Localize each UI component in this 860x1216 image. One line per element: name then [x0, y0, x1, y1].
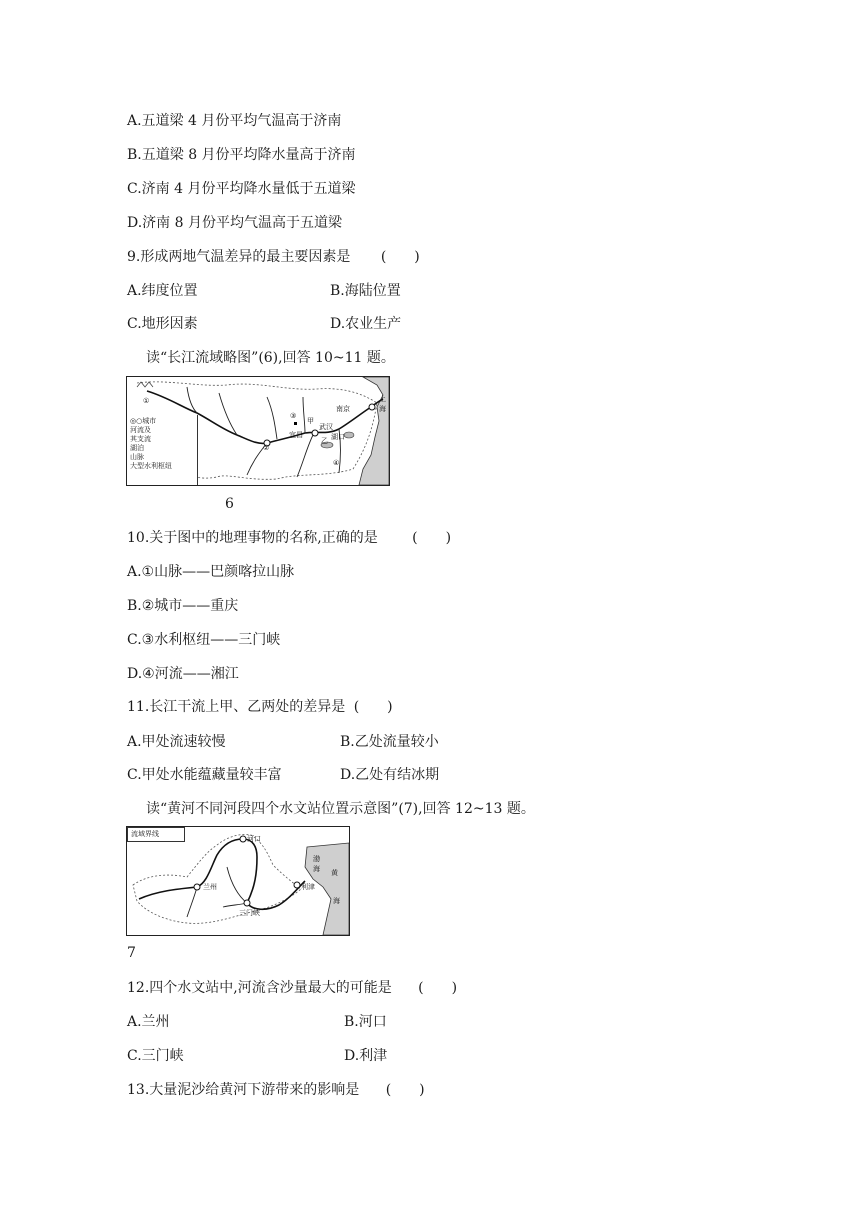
q11-option-a: A.甲处流速较慢	[127, 734, 226, 750]
q9-option-b: B.海陆位置	[330, 283, 401, 299]
map7-legend	[127, 827, 185, 842]
q11-stem	[127, 698, 393, 716]
map6-label-hukou: 湖口	[331, 433, 345, 441]
yellow-river-map	[126, 826, 350, 936]
map6-label-1: ①	[143, 397, 150, 405]
q10-answer-paren: ( )	[412, 530, 452, 546]
q8-option-d: D.济南 8 月份平均气温高于五道梁	[127, 215, 342, 231]
q12-option-a: A.兰州	[127, 1014, 170, 1030]
figure-7-number: 7	[127, 945, 136, 961]
q9-option-d: D.农业生产	[330, 316, 402, 332]
map6-label-yi: 乙	[321, 437, 328, 445]
map7-label-hai: 海	[313, 865, 320, 873]
q9-answer-paren: ( )	[380, 249, 420, 265]
map7-label-sanmenxia: 三门峡	[239, 909, 260, 917]
map6-label-jia: 甲	[307, 417, 314, 425]
q13-answer-paren: ( )	[385, 1082, 425, 1098]
q11-option-d: D.乙处有结冰期	[340, 767, 440, 783]
yangtze-basin-map	[126, 376, 390, 486]
q12-answer-paren: ( )	[418, 980, 458, 996]
intro-10-11: 读“长江流域略图”(6),回答 10~11 题。	[146, 350, 395, 366]
q13-stem	[127, 1081, 425, 1099]
q9-stem	[127, 248, 420, 266]
q9-option-c: C.地形因素	[127, 316, 198, 332]
q12-stem	[127, 979, 457, 997]
q13-stem-text: 13.大量泥沙给黄河下游带来的影响是	[127, 1082, 360, 1098]
q10-stem	[127, 529, 451, 547]
q11-stem-text: 11.长江干流上甲、乙两处的差异是	[127, 699, 346, 715]
map7-label-lanzhou: 兰州	[203, 883, 217, 891]
map7-label-hekou: 河口	[247, 835, 261, 843]
map6-label-3: ③	[290, 412, 297, 420]
q10-option-a: A.①山脉——巴颜喀拉山脉	[127, 564, 295, 580]
map6-legend-river: 河流及	[130, 426, 151, 434]
map6-legend-lake: 湖泊	[130, 444, 144, 452]
q12-stem-text: 12.四个水文站中,河流含沙量最大的可能是	[127, 980, 392, 996]
map7-label-lijin: 利津	[301, 883, 315, 891]
map7-legend-boundary: 流域界线	[131, 830, 159, 838]
map6-label-wuhan: 武汉	[319, 423, 333, 431]
q10-option-d: D.④河流——湘江	[127, 666, 239, 682]
figure-6-number: 6	[225, 496, 234, 512]
map6-label-hai: 海	[379, 405, 386, 413]
q10-option-b: B.②城市——重庆	[127, 598, 239, 614]
q11-answer-paren: ( )	[353, 699, 393, 715]
map6-label-yichang: 宜昌	[289, 431, 303, 439]
map6-legend-dam: 大型水利枢纽	[130, 462, 172, 470]
q12-option-d: D.利津	[344, 1048, 388, 1064]
map6-label-shang: 上	[379, 395, 386, 403]
q12-option-b: B.河口	[344, 1014, 387, 1030]
q9-option-a: A.纬度位置	[127, 283, 198, 299]
intro-12-13: 读“黄河不同河段四个水文站位置示意图”(7),回答 12~13 题。	[146, 801, 535, 817]
map7-label-hai2: 海	[333, 897, 340, 905]
q8-option-c: C.济南 4 月份平均降水量低于五道梁	[127, 181, 356, 197]
q8-option-b: B.五道梁 8 月份平均降水量高于济南	[127, 147, 356, 163]
map6-label-nanjing: 南京	[336, 405, 350, 413]
map7-label-huang: 黄	[331, 869, 338, 877]
map6-legend-mountain: 山脉	[130, 453, 144, 461]
q9-stem-text: 9.形成两地气温差异的最主要因素是	[127, 249, 351, 265]
q10-option-c: C.③水利枢纽——三门峡	[127, 632, 281, 648]
q11-option-c: C.甲处水能蕴藏量较丰富	[127, 767, 282, 783]
q11-option-b: B.乙处流量较小	[340, 734, 439, 750]
q12-option-c: C.三门峡	[127, 1048, 184, 1064]
map6-legend-city: ◎○城市	[130, 417, 157, 425]
map6-label-2: ②	[263, 444, 270, 452]
q8-option-a: A.五道梁 4 月份平均气温高于济南	[127, 113, 342, 129]
yellow-river-map-drawing	[127, 827, 349, 935]
map6-legend	[127, 415, 198, 486]
map6-legend-tributary: 其支流	[130, 435, 151, 443]
map7-label-bo: 渤	[313, 855, 320, 863]
q10-stem-text: 10.关于图中的地理事物的名称,正确的是	[127, 530, 378, 546]
map6-label-4: ④	[333, 459, 340, 467]
